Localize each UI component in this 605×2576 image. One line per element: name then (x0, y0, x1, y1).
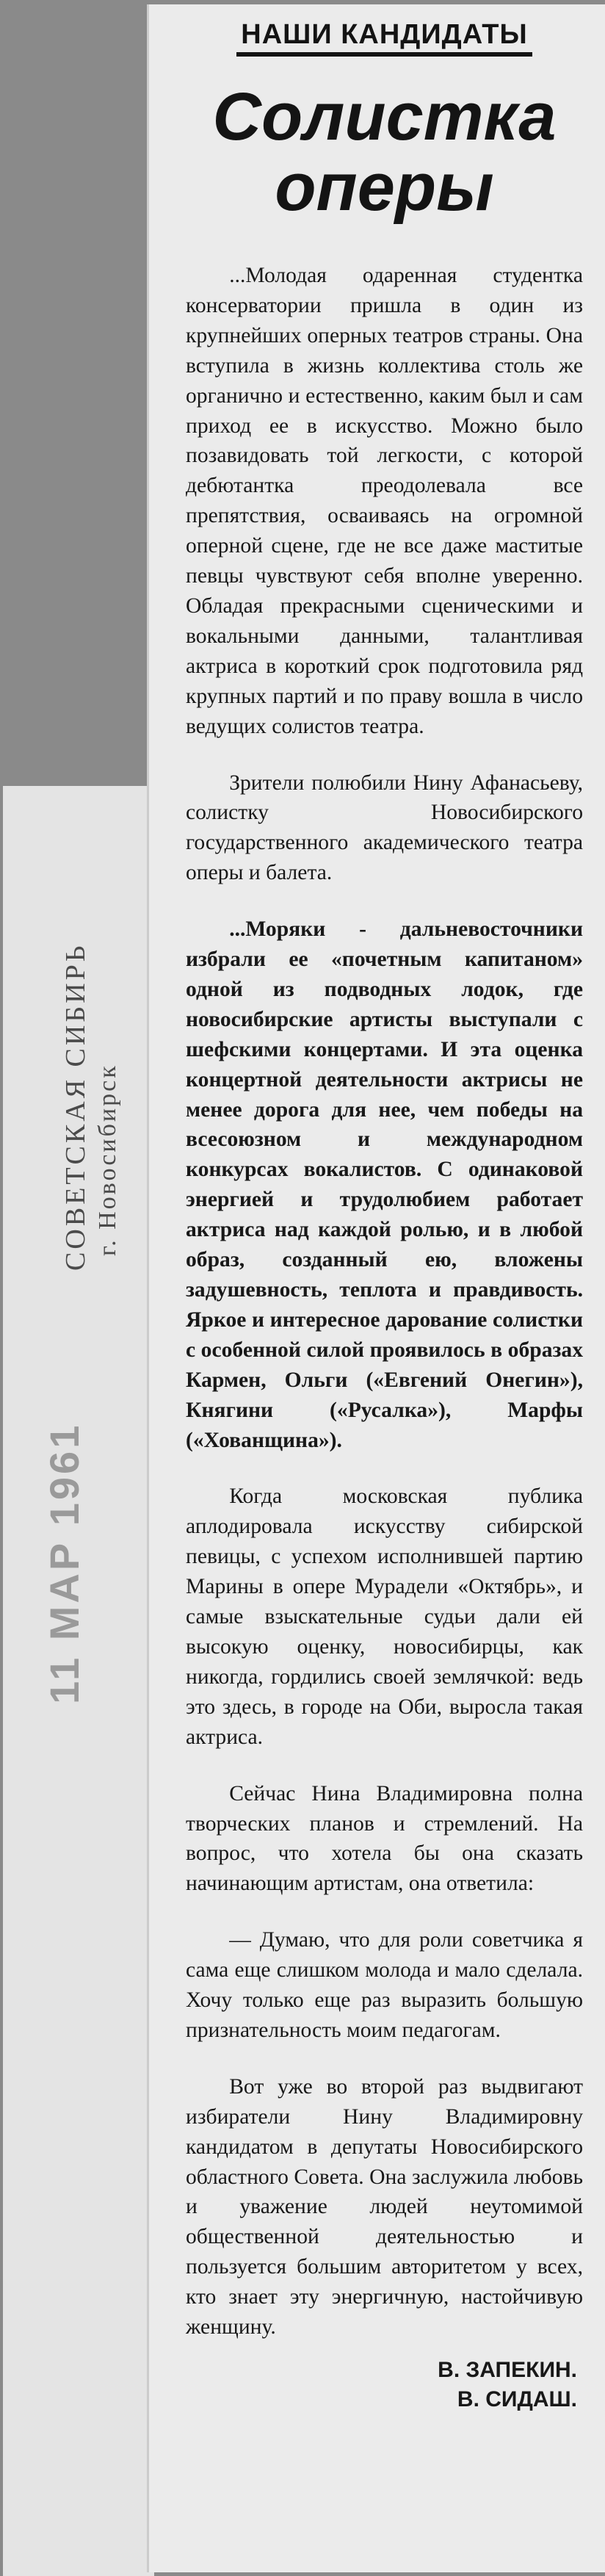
paragraph-6: — Думаю, что для роли советчика я сама еще слишком молода и мало сделала. Хочу только еще раз выразить большую признательность моим педагогам. (186, 1928, 583, 2042)
paragraph-4: Когда московская публика аплодировала искусству сибирской певицы, с успехом исполнившей партию Марины в опере Мурадели «Октябрь», и самые взыскательные судьи дали ей высокую оценку, новосибирцы, как никогда, гордились своей землячкой: ведь это здесь, в городе на Оби, выросла такая актриса. (186, 1484, 583, 1749)
author-2: В. СИДАШ. (457, 2387, 577, 2411)
paragraph-gap (186, 1455, 583, 1482)
article-headline (186, 79, 583, 225)
paragraph-5: Сейчас Нина Владимировна полна творческих планов и стремлений. На вопрос, что хотела бы она сказать начинающим артистам, она ответила: (186, 1781, 583, 1896)
date-stamp: 11 МАР 1961 (41, 1422, 87, 1704)
paragraph-gap (186, 1753, 583, 1779)
paragraph-gap (186, 888, 583, 914)
stamp-paper-name: СОВЕТСКАЯ СИБИРЬ (60, 942, 91, 1271)
headline-line-1: Солистка (212, 79, 557, 154)
newspaper-stamp (59, 942, 123, 1271)
paragraph-gap (186, 1899, 583, 1925)
author-1: В. ЗАПЕКИН. (438, 2358, 577, 2382)
newspaper-clipping (147, 4, 605, 2572)
paragraph-2: Зрители полюбили Нину Афанасьеву, солистку Новосибирского государственного академического театра оперы и балета. (186, 771, 583, 885)
paragraph-3: ...Моряки - дальневосточники избрали ее «почетным капитаном» одной из подводных лодок, где новосибирские артисты выступали с шефскими концертами. И эта оценка концертной деятельности актрисы не менее дорога для нее, чем победы на всесоюзном и международном конкурсах вокалистов. С одинаковой энергией и трудолюбием работает актриса над каждой ролью, и в любой образ, созданный ею, вложены задушевность, теплота и правдивость. Яркое и интересное дарование солистки с особенной силой проявилось в образах Кармен, Ольги («Евгений Онегин»), Княгини («Русалка»), Марфы («Хованщина»). (186, 917, 583, 1452)
paragraph-gap (186, 742, 583, 768)
paragraph-1: ...Молодая одаренная студентка консерватории пришла в один из крупнейших оперных театров страны. Она вступила в жизнь коллектива столь же органично и естественно, каким был и сам приход ее в искусство. Можно было позавидовать той легкости, с которой дебютантка преодолевала все препятствия, осваиваясь на огромной оперной сцене, где не все даже маститые певцы чувствуют себя вполне уверенно. Обладая прекрасными сценическими и вокальными данными, талантливая актриса в короткий срок подготовила ряд крупных партий и по праву вошла в число ведущих солистов театра. (186, 264, 583, 738)
stamp-city: г. Новосибирск (94, 1064, 121, 1256)
headline-line-2: оперы (275, 150, 494, 225)
paragraph-7: Вот уже во второй раз выдвигают избиратели Нину Владимировну кандидатом в депутаты Новосибирского областного Совета. Она заслужила любовь и уважение людей неутомимой общественной деятельностью и пользуется большим авторитетом у всех, кто знает эту энергичную, настойчивую женщину. (186, 2074, 583, 2339)
paragraph-gap (186, 2046, 583, 2072)
author-signatures (186, 2356, 583, 2414)
rubric-heading: НАШИ КАНДИДАТЫ (236, 19, 532, 57)
